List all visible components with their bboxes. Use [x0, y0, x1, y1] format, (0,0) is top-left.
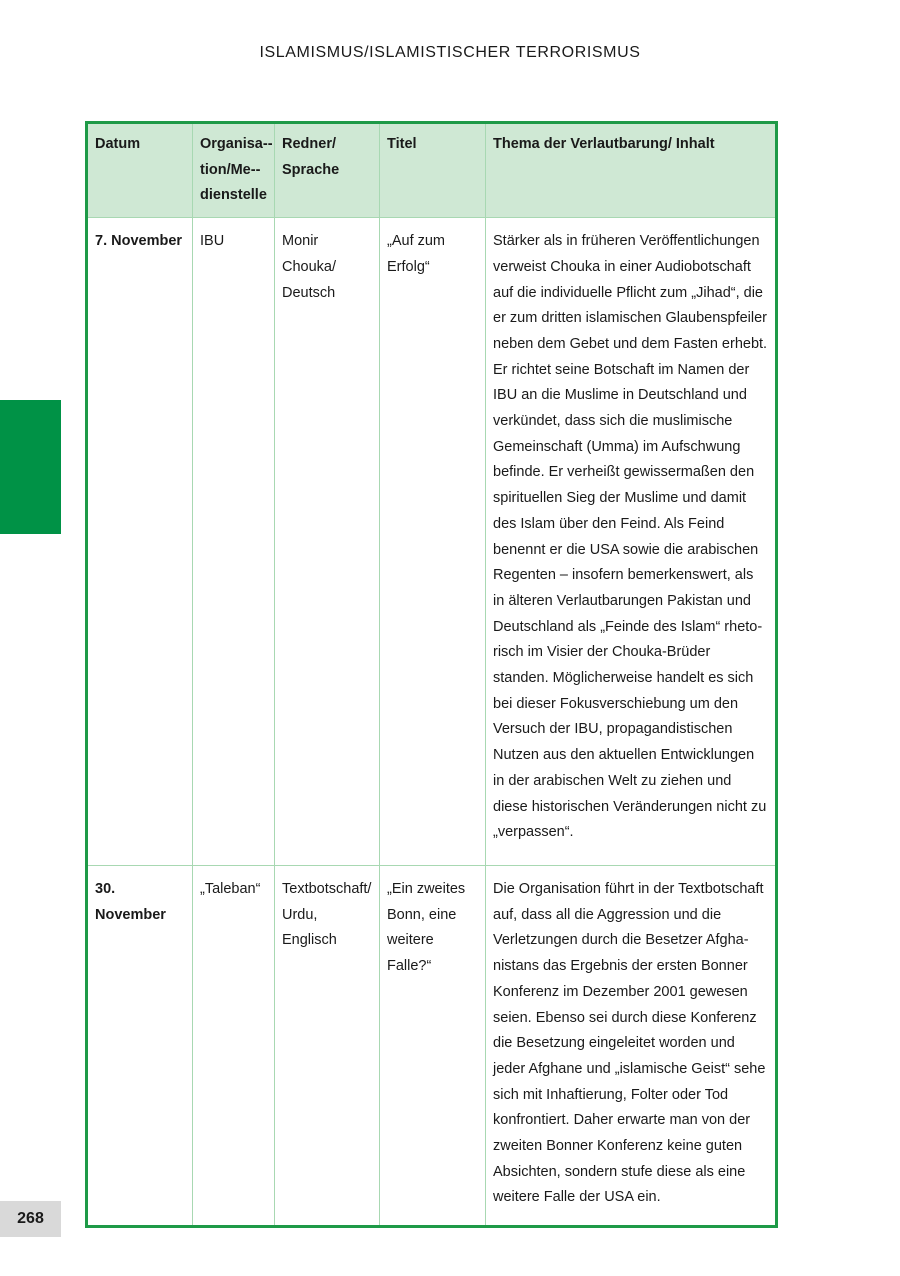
header-speaker-language: Redner/ Sprache — [275, 123, 380, 218]
table-header-row — [87, 123, 777, 218]
header-organisation: Organisa-tion/Me-dienstelle — [193, 123, 275, 218]
page-number: 268 — [17, 1210, 44, 1227]
row-speaker: Textbotschaft/ Urdu, Englisch — [275, 865, 380, 1226]
header-title: Titel — [380, 123, 486, 218]
row-speaker: Monir Chouka/ Deutsch — [275, 218, 380, 866]
row-organisation: „Taleban“ — [193, 865, 275, 1226]
header-topic-content: Thema der Verlautbarung/ Inhalt — [486, 123, 777, 218]
publications-table — [85, 121, 778, 1228]
running-head: ISLAMISMUS/ISLAMISTISCHER TERRORISMUS — [259, 44, 641, 61]
chapter-side-tab — [0, 400, 61, 534]
row-date: 30. November — [87, 865, 193, 1226]
row-title: „Ein zweites Bonn, eine weitere Falle?“ — [380, 865, 486, 1226]
row-title: „Auf zum Erfolg“ — [380, 218, 486, 866]
row-date: 7. November — [87, 218, 193, 866]
header-date: Datum — [87, 123, 193, 218]
row-organisation: IBU — [193, 218, 275, 866]
row-content: Stärker als in früheren Veröffentlichungen verweist Chouka in einer Audiobotschaft auf die individuelle Pflicht zum „Jihad“, die er zum dritten islamischen Glaubenspfeiler neben dem Gebet und dem Fasten erhebt. Er richtet seine Botschaft im Namen der IBU an die Muslime in Deutschland und verkündet, dass sich die muslimische Gemeinschaft (Umma) im Aufschwung befinde. Er verheißt gewissermaßen den spirituellen Sieg der Muslime und damit des Islam über den Feind. Als Feind benennt er die USA sowie die arabischen Regenten – insofern bemerkenswert, als in älteren Verlautbarungen Pakistan und Deutschland als „Feinde des Islam“ rhetorisch im Visier der Chouka-Brüder standen. Möglicherweise handelt es sich bei dieser Fokusverschiebung um den Versuch der IBU, propagandistischen Nutzen aus den aktuellen Entwicklungen in der arabischen Welt zu ziehen und diese historischen Veränderungen nicht zu „verpassen“. — [486, 218, 777, 866]
row-content: Die Organisation führt in der Textbotschaft auf, dass all die Aggression und die Verletzungen durch die Besetzer Afghanistans das Ergebnis der ersten Bonner Konferenz im Dezember 2001 gewesen seien. Ebenso sei durch diese Konferenz die Besetzung eingeleitet worden und jeder Afghane und „islamische Geist“ sehe sich mit Inhaftierung, Folter oder Tod konfrontiert. Daher erwarte man von der zweiten Bonner Konferenz keine guten Absichten, sondern stufe diese als eine weitere Falle der USA ein. — [486, 865, 777, 1226]
table-row — [87, 218, 777, 866]
table-row — [87, 865, 777, 1226]
page-number-box — [0, 1201, 61, 1237]
